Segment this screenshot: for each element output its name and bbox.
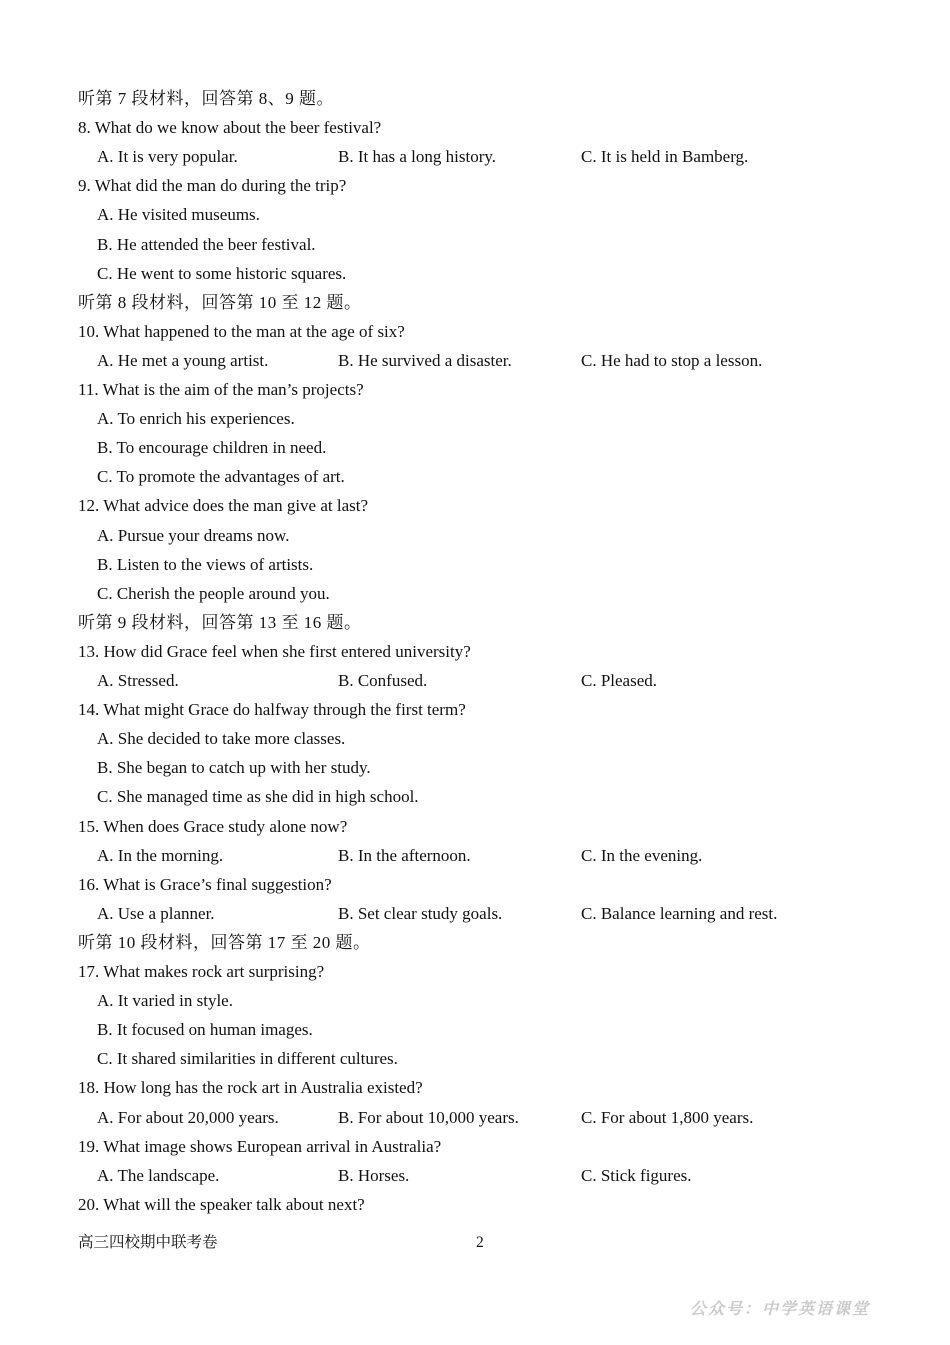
question-stem bbox=[0, 637, 950, 666]
section-heading-text: 听第 9 段材料，回答第 13 至 16 题。 bbox=[78, 613, 362, 632]
answer-option: C. It shared similarities in different cultures. bbox=[97, 1049, 398, 1068]
option-line bbox=[0, 230, 950, 259]
answer-option: C. She managed time as she did in high school. bbox=[97, 787, 419, 806]
answer-option: C. For about 1,800 years. bbox=[581, 1108, 754, 1127]
option-row bbox=[0, 1161, 950, 1190]
question-stem-text: 17. What makes rock art surprising? bbox=[78, 962, 325, 981]
section-heading-text: 听第 10 段材料，回答第 17 至 20 题。 bbox=[78, 933, 371, 952]
answer-option: B. To encourage children in need. bbox=[97, 438, 327, 457]
question-stem-text: 10. What happened to the man at the age of six? bbox=[78, 322, 405, 341]
option-row bbox=[0, 841, 950, 870]
question-stem-text: 14. What might Grace do halfway through the first term? bbox=[78, 700, 466, 719]
option-line bbox=[0, 433, 950, 462]
answer-option: A. For about 20,000 years. bbox=[97, 1108, 279, 1127]
question-stem bbox=[0, 695, 950, 724]
option-row bbox=[0, 346, 950, 375]
question-stem bbox=[0, 171, 950, 200]
question-stem bbox=[0, 317, 950, 346]
answer-option: B. It focused on human images. bbox=[97, 1020, 313, 1039]
question-stem-text: 15. When does Grace study alone now? bbox=[78, 817, 348, 836]
answer-option: B. Listen to the views of artists. bbox=[97, 555, 314, 574]
answer-option: B. In the afternoon. bbox=[338, 846, 471, 865]
answer-option: B. Confused. bbox=[338, 671, 428, 690]
question-stem-text: 11. What is the aim of the man’s projects? bbox=[78, 380, 364, 399]
answer-option: A. The landscape. bbox=[97, 1166, 220, 1185]
answer-option: C. Balance learning and rest. bbox=[581, 904, 778, 923]
question-stem-text: 20. What will the speaker talk about next? bbox=[78, 1195, 365, 1214]
option-line bbox=[0, 579, 950, 608]
answer-option: C. He had to stop a lesson. bbox=[581, 351, 763, 370]
answer-option: C. It is held in Bamberg. bbox=[581, 147, 749, 166]
answer-option: B. He survived a disaster. bbox=[338, 351, 512, 370]
footer-title: 高三四校期中联考卷 bbox=[78, 1234, 218, 1251]
page-number: 2 bbox=[476, 1234, 484, 1251]
answer-option: B. It has a long history. bbox=[338, 147, 497, 166]
answer-option: A. He met a young artist. bbox=[97, 351, 269, 370]
option-line bbox=[0, 404, 950, 433]
question-stem-text: 12. What advice does the man give at last? bbox=[78, 496, 369, 515]
option-row bbox=[0, 142, 950, 171]
section-heading-text: 听第 8 段材料，回答第 10 至 12 题。 bbox=[78, 293, 362, 312]
answer-option: C. In the evening. bbox=[581, 846, 703, 865]
option-row bbox=[0, 1103, 950, 1132]
section-heading bbox=[0, 928, 950, 957]
option-line bbox=[0, 753, 950, 782]
option-line bbox=[0, 550, 950, 579]
answer-option: C. To promote the advantages of art. bbox=[97, 467, 345, 486]
option-line bbox=[0, 986, 950, 1015]
answer-option: A. In the morning. bbox=[97, 846, 224, 865]
question-stem bbox=[0, 113, 950, 142]
answer-option: A. It is very popular. bbox=[97, 147, 238, 166]
question-stem-text: 9. What did the man do during the trip? bbox=[78, 176, 347, 195]
answer-option: A. Use a planner. bbox=[97, 904, 215, 923]
question-stem bbox=[0, 491, 950, 520]
section-heading-text: 听第 7 段材料，回答第 8、9 题。 bbox=[78, 89, 334, 108]
question-stem bbox=[0, 375, 950, 404]
question-stem bbox=[0, 812, 950, 841]
option-line bbox=[0, 259, 950, 288]
answer-option: B. She began to catch up with her study. bbox=[97, 758, 371, 777]
option-line bbox=[0, 521, 950, 550]
option-line bbox=[0, 200, 950, 229]
answer-option: B. Set clear study goals. bbox=[338, 904, 503, 923]
question-stem bbox=[0, 1132, 950, 1161]
question-stem bbox=[0, 1073, 950, 1102]
option-line bbox=[0, 782, 950, 811]
question-stem bbox=[0, 957, 950, 986]
question-stem bbox=[0, 1190, 950, 1219]
answer-option: A. Stressed. bbox=[97, 671, 179, 690]
watermark: 公众号：中学英语课堂 bbox=[690, 1301, 871, 1318]
answer-option: B. He attended the beer festival. bbox=[97, 235, 316, 254]
answer-option: B. For about 10,000 years. bbox=[338, 1108, 519, 1127]
section-heading bbox=[0, 84, 950, 113]
answer-option: C. He went to some historic squares. bbox=[97, 264, 347, 283]
answer-option: A. He visited museums. bbox=[97, 205, 260, 224]
question-stem-text: 19. What image shows European arrival in Australia? bbox=[78, 1137, 442, 1156]
answer-option: C. Stick figures. bbox=[581, 1166, 692, 1185]
option-line bbox=[0, 1044, 950, 1073]
answer-option: A. To enrich his experiences. bbox=[97, 409, 295, 428]
answer-option: B. Horses. bbox=[338, 1166, 410, 1185]
question-stem-text: 8. What do we know about the beer festival? bbox=[78, 118, 382, 137]
option-row bbox=[0, 666, 950, 695]
section-heading bbox=[0, 608, 950, 637]
question-stem-text: 13. How did Grace feel when she first entered university? bbox=[78, 642, 471, 661]
question-stem-text: 18. How long has the rock art in Australia existed? bbox=[78, 1078, 423, 1097]
answer-option: A. She decided to take more classes. bbox=[97, 729, 346, 748]
option-line bbox=[0, 724, 950, 753]
question-stem bbox=[0, 870, 950, 899]
option-line bbox=[0, 1015, 950, 1044]
answer-option: A. It varied in style. bbox=[97, 991, 233, 1010]
question-stem-text: 16. What is Grace’s final suggestion? bbox=[78, 875, 332, 894]
answer-option: C. Cherish the people around you. bbox=[97, 584, 330, 603]
answer-option: A. Pursue your dreams now. bbox=[97, 526, 290, 545]
option-line bbox=[0, 462, 950, 491]
answer-option: C. Pleased. bbox=[581, 671, 658, 690]
option-row bbox=[0, 899, 950, 928]
section-heading bbox=[0, 288, 950, 317]
